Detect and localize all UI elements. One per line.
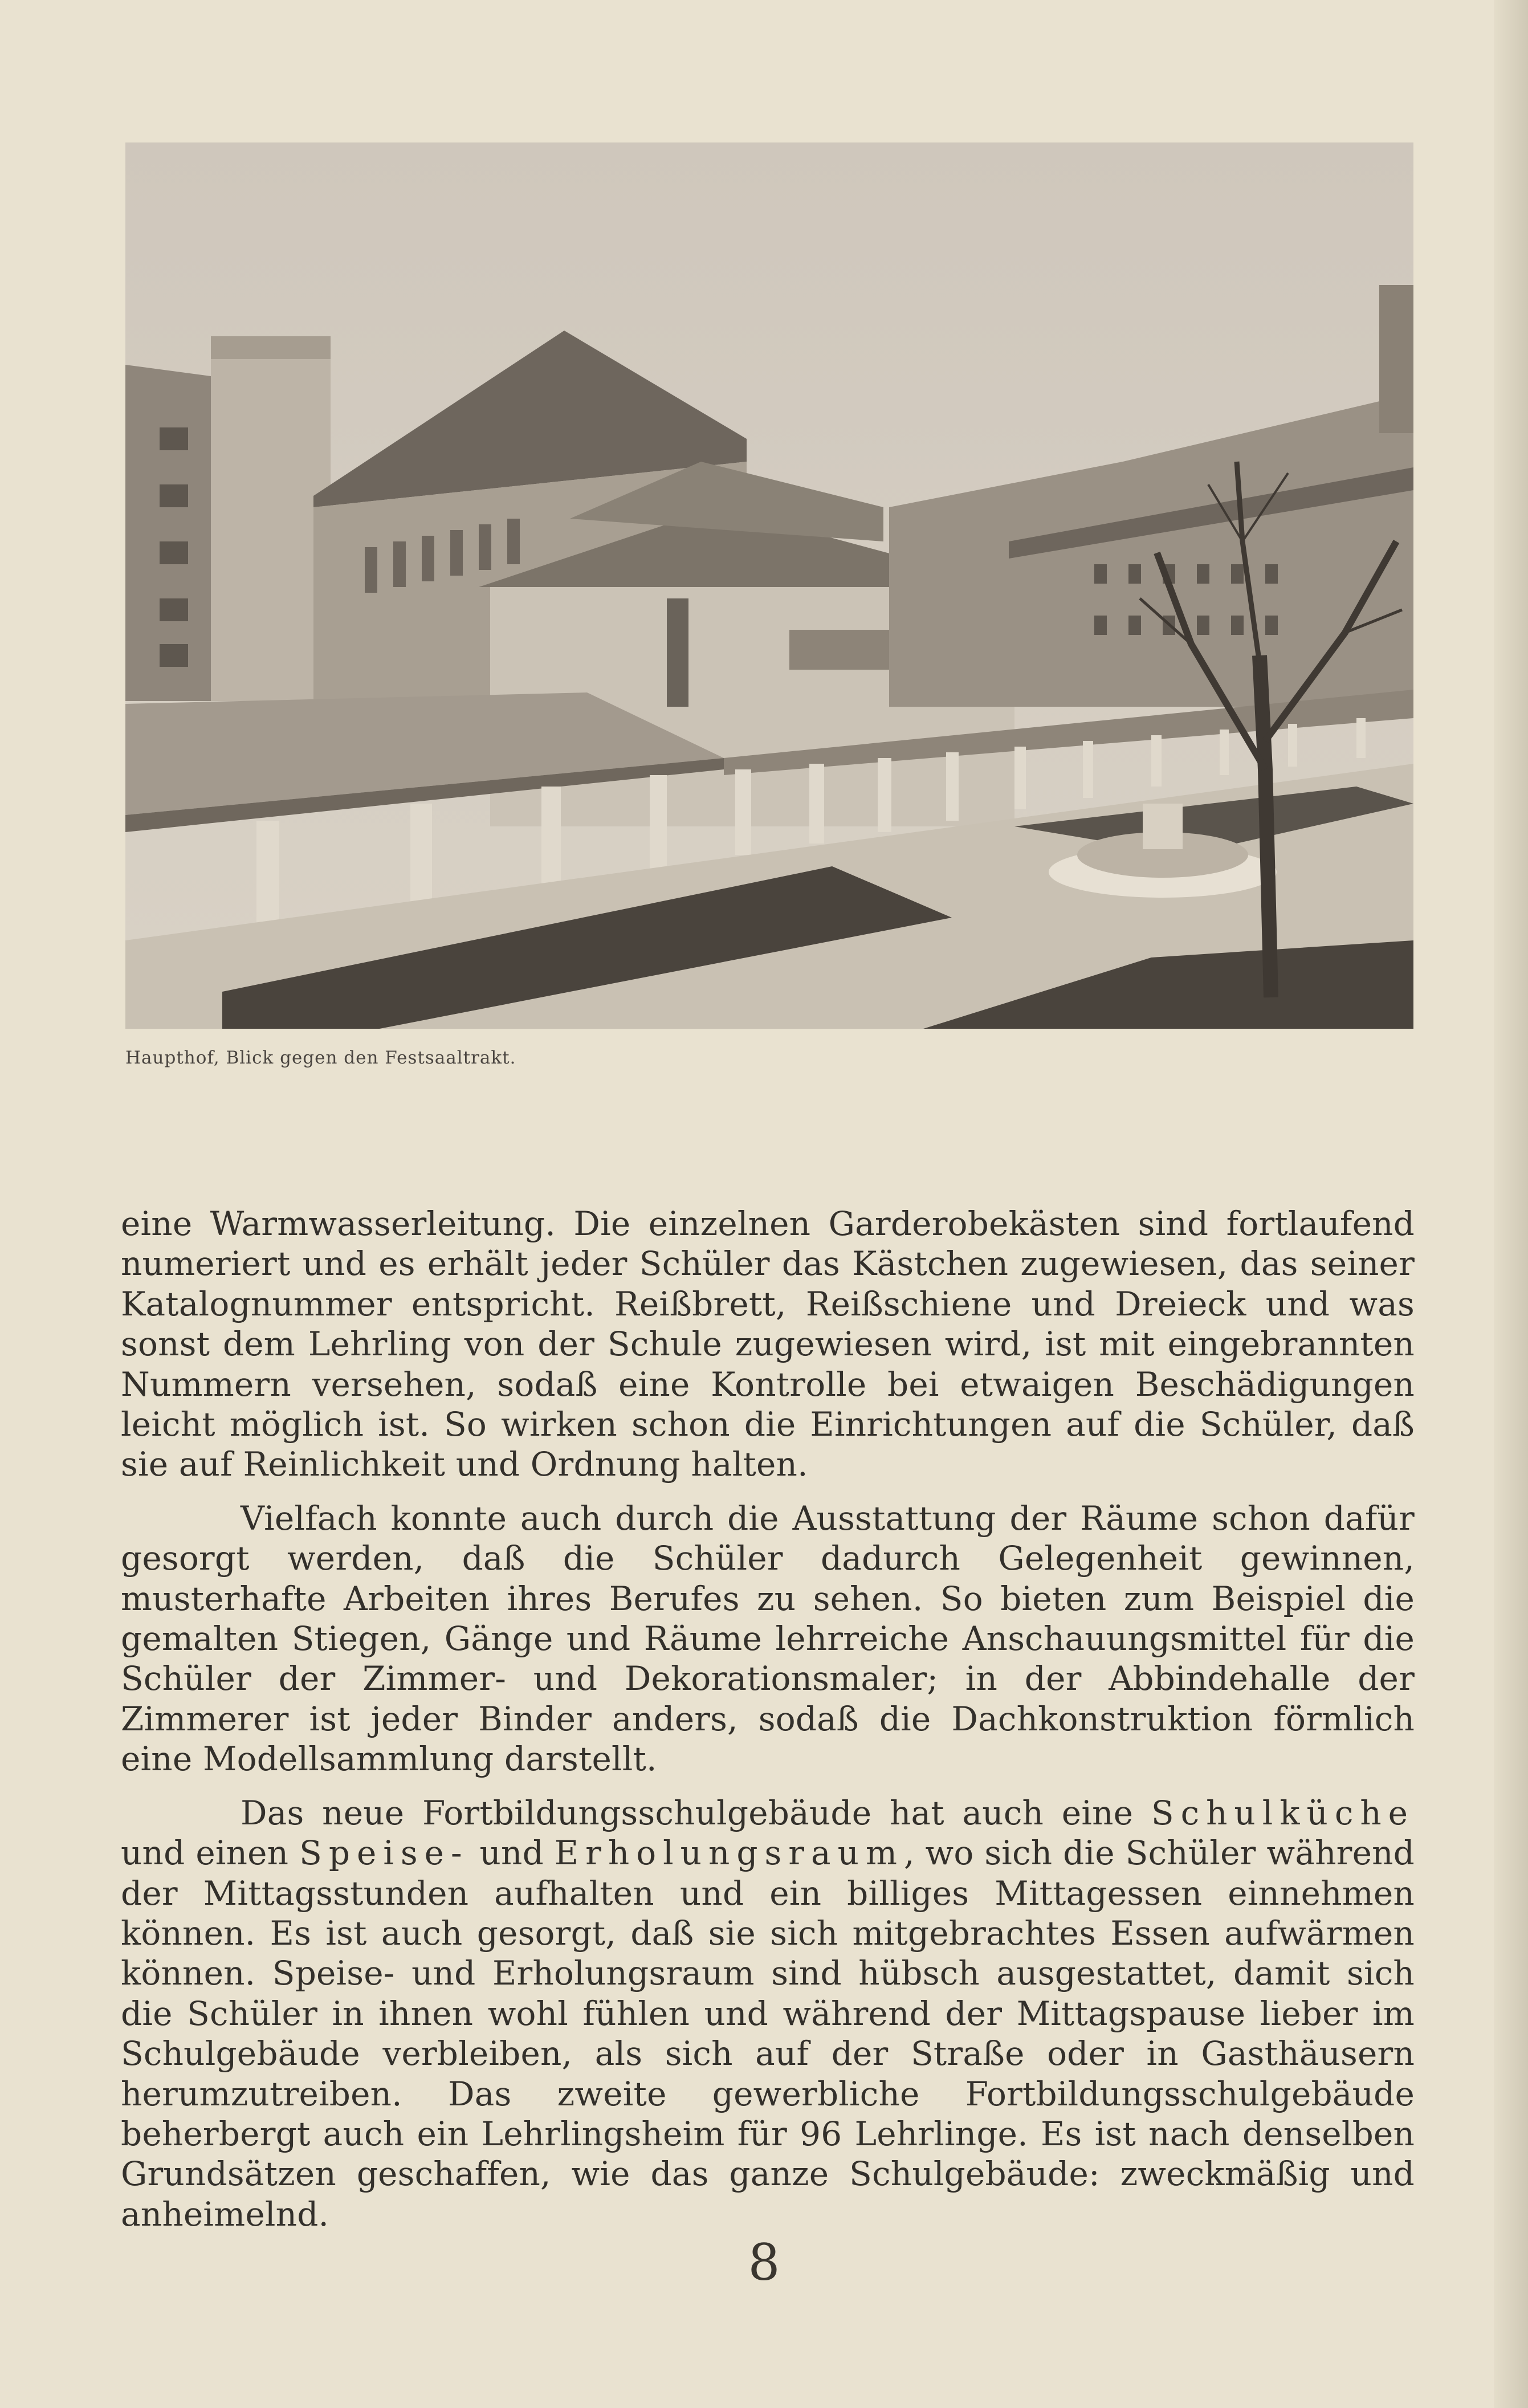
term-schulkueche: Schulküche [1151,1793,1415,1832]
courtyard-illustration [125,142,1413,1029]
courtyard-photo [125,142,1413,1029]
term-erholungsraum: Erholungsraum [554,1833,904,1873]
page-number: 8 [748,2233,780,2292]
p3-text-c: und einen [121,1833,300,1873]
term-speise: Speise- [299,1833,469,1873]
paragraph-2: Vielfach konnte auch durch die Ausstattung der Räume schon dafür gesorgt werden, daß die Schüler dadurch Gelegenheit gewinnen, musterhafte Arbeiten ihres Berufes zu sehen. So bieten zum Beispiel die gemalten Stiegen, Gänge und Räume lehrreiche Anschauungsmittel für die Schüler der Zimmer- und Dekorationsmaler; in der Abbindehalle der Zimmerer ist jeder Binder anders, sodaß die Dachkonstruktion förmlich eine Modellsammlung darstellt. [121,1498,1415,1779]
figure-caption: Haupthof, Blick gegen den Festsaaltrakt. [125,1048,516,1068]
page-edge [1494,0,1528,2408]
p3-text-e: und [468,1833,555,1873]
paragraph-1: eine Warmwasserleitung. Die einzelnen Garderobekästen sind fortlaufend numeriert und es erhält jeder Schüler das Kästchen zugewiesen, das seiner Katalognummer entspricht. Reißbrett, Reißschiene und Dreieck und was sonst dem Lehrling von der Schule zugewiesen wird, ist mit eingebrannten Nummern versehen, sodaß eine Kontrolle bei etwaigen Beschädigungen leicht möglich ist. So wirken schon die Einrichtungen auf die Schüler, daß sie auf Reinlichkeit und Ordnung halten. [121,1204,1415,1484]
body-text [121,1204,1415,2234]
p3-text-a: Das neue Fortbildungsschulgebäude hat auch eine [241,1793,1151,1832]
p3-text-g: , wo sich die Schüler während der Mittagsstunden aufhalten und ein billiges Mittagessen einnehmen können. Es ist auch gesorgt, daß sie sich mitgebrachtes Essen aufwärmen können. Speise- und Erholungsraum sind hübsch ausgestattet, damit sich die Schüler in ihnen wohl fühlen und während der Mittagspause lieber im Schulgebäude verbleiben, als sich auf der Straße oder in Gasthäusern herumzutreiben. Das zweite gewerbliche Fortbildungsschulgebäude beherbergt auch ein Lehrlingsheim für 96 Lehrlinge. Es ist nach denselben Grundsätzen geschaffen, wie das ganze Schulgebäude: zweckmäßig und anheimelnd. [121,1833,1415,2234]
paragraph-3 [121,1793,1415,2234]
